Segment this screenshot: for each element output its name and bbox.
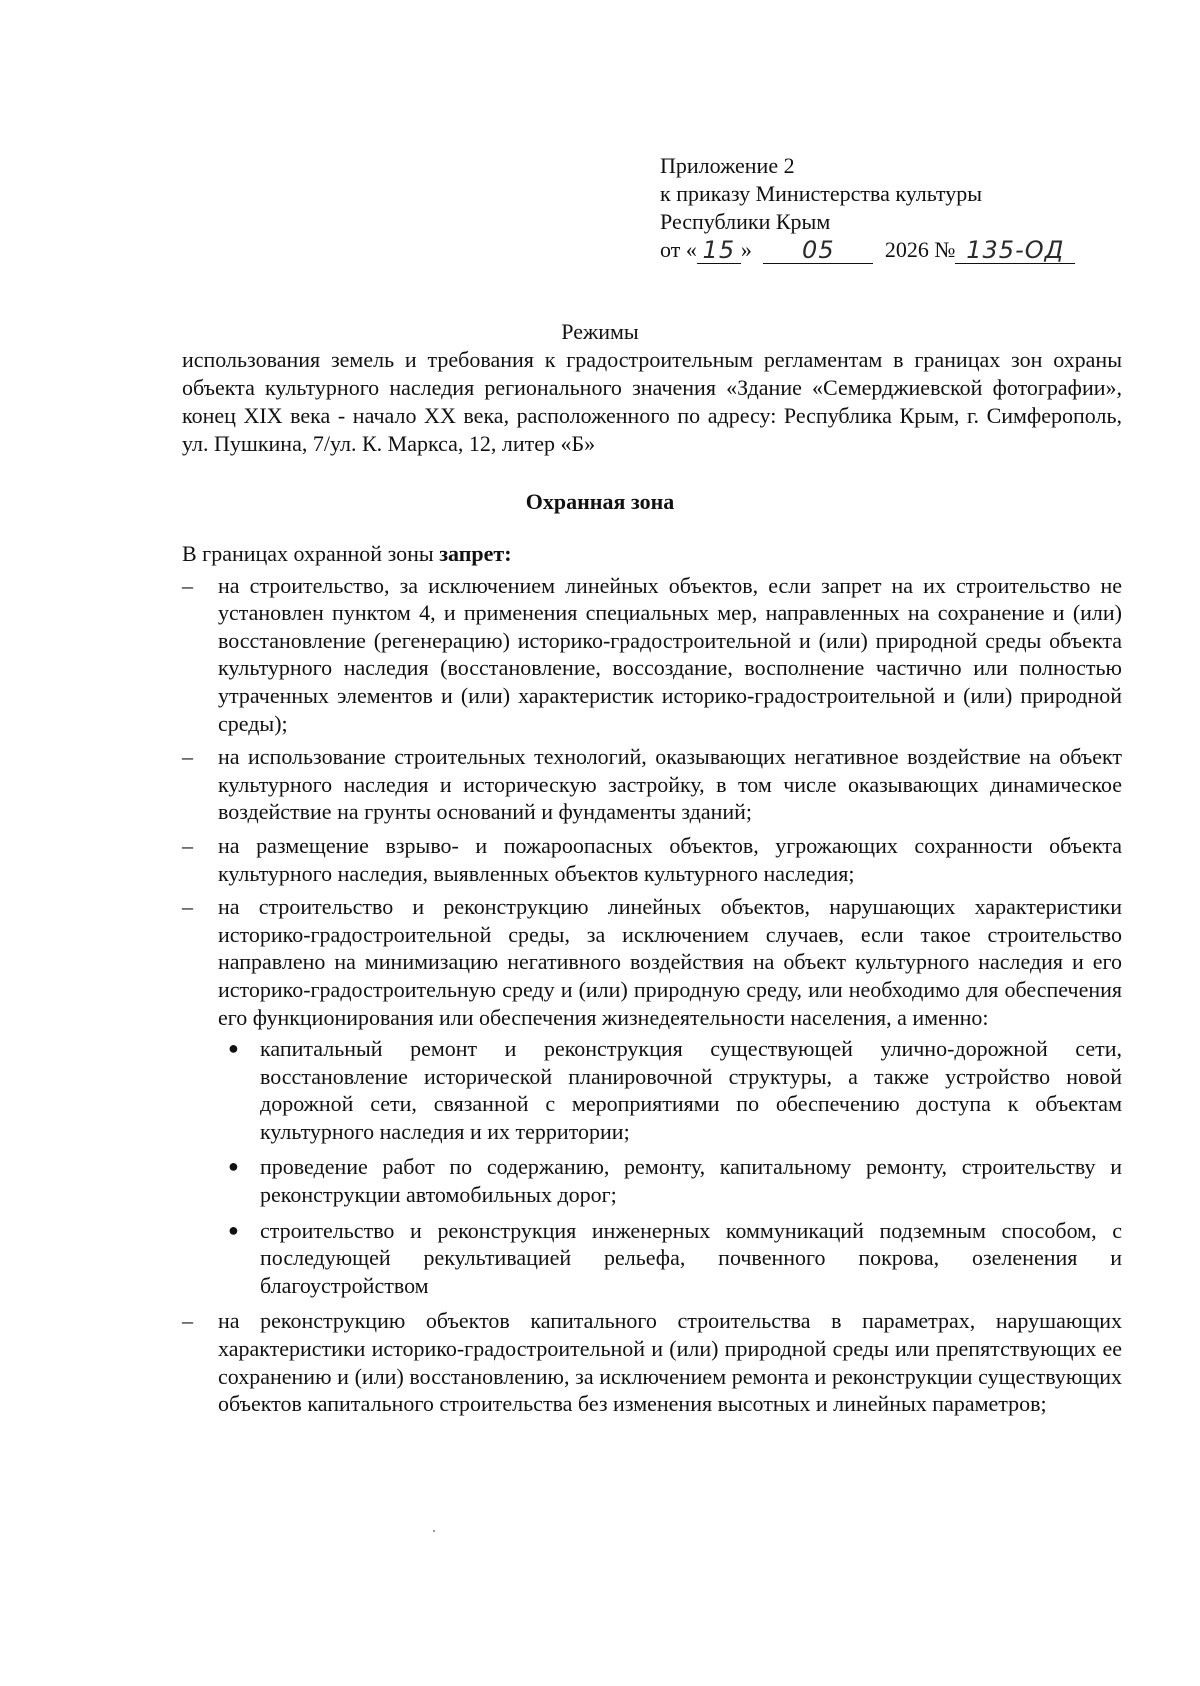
intro-paragraph (182, 540, 1122, 568)
sub-list-item (218, 1153, 1122, 1208)
date-year: 2026 № (884, 237, 956, 262)
sub-list-item-text: проведение работ по содержанию, ремонту, капитальному ремонту, строительству и реконструкции автомобильных дорог; (260, 1154, 1122, 1208)
dash-marker: – (182, 832, 193, 858)
document-subtitle: использования земель и требования к градостроительным регламентам в границах зон охраны объекта культурного наследия регионального значения «Здание «Семерджиевской фотографии», конец XIX века - начало XX века, расположенного по адресу: Республика Крым, г. Симферополь, ул. Пушкина, 7/ул. К. Маркса, 12, литер «Б» (182, 347, 1122, 456)
list-item-text: на строительство и реконструкцию линейных объектов, нарушающих характеристики историко-градостроительной среды, за исключением случаев, если такое строительство направлено на минимизацию негативного воздействия на объект культурного наследия и его историко-градостроительную среду и (или) природную среду, или необходимо для обеспечения его функционирования или обеспечения жизнедеятельности населения, а именно: (218, 894, 1122, 1030)
sub-list-item (218, 1035, 1122, 1145)
date-month: 05 (763, 239, 873, 264)
bullet-marker: ● (228, 1038, 239, 1059)
appendix-header (660, 152, 1130, 264)
prohibition-list (182, 572, 1122, 1418)
list-item-text: на строительство, за исключением линейных объектов, если запрет на их строительство не установлен пунктом 4, и применения специальных мер, направленных на сохранение и (или) восстановление (регенерацию) историко-градостроительной и (или) природной среды объекта культурного наследия (восстановление, воссоздание, восполнение частично или полностью утраченных элементов и (или) характеристик историко-градостроительной и (или) природной среды); (218, 572, 1122, 736)
appendix-line-1: Приложение 2 (660, 153, 795, 178)
list-item (182, 893, 1122, 1299)
intro-bold: запрет: (439, 541, 512, 566)
dash-marker: – (182, 572, 193, 598)
document-body (182, 540, 1122, 1424)
list-item (182, 572, 1122, 738)
intro-text: В границах охранной зоны (182, 541, 440, 566)
date-mid: » (740, 237, 752, 262)
bullet-marker: ● (228, 1219, 239, 1240)
list-item (182, 743, 1122, 826)
appendix-line-2: к приказу Министерства культуры (660, 181, 983, 206)
bullet-marker: ● (228, 1156, 239, 1177)
date-prefix: от « (660, 237, 697, 262)
order-date-line (660, 236, 1130, 264)
sub-list-item-text: строительство и реконструкция инженерных коммуникаций подземным способом, с последующей рекультивацией рельефа, почвенного покрова, озеленения и благоустройством (260, 1217, 1122, 1298)
document-title: Режимы (561, 319, 639, 344)
section-title: Охранная зона (525, 489, 675, 514)
appendix-line-3: Республики Крым (660, 209, 831, 234)
list-item (182, 1307, 1122, 1417)
order-number: 135-ОД (955, 239, 1075, 264)
sub-list-item-text: капитальный ремонт и реконструкция существующей улично-дорожной сети, восстановление исторической планировочной структуры, а также устройство новой дорожной сети, связанной с мероприятиями по обеспечению доступа к объектам культурного наследия и их территории; (260, 1036, 1122, 1144)
list-item-text: на размещение взрыво- и пожароопасных объектов, угрожающих сохранности объекта культурного наследия, выявленных объектов культурного наследия; (218, 832, 1122, 886)
sub-list (218, 1035, 1122, 1299)
sub-list-item (218, 1217, 1122, 1300)
list-item-text: на использование строительных технологий, оказывающих негативное воздействие на объект культурного наследия и историческую застройку, в том числе оказывающих динамическое воздействие на грунты оснований и фундаменты зданий; (218, 744, 1122, 825)
scan-speck (433, 1530, 435, 1532)
date-day: 15 (697, 239, 741, 264)
list-item-text: на реконструкцию объектов капитального строительства в параметрах, нарушающих характеристики историко-градостроительной и (или) природной среды или препятствующих ее сохранению и (или) восстановлению, за исключением ремонта и реконструкции существующих объектов капитального строительства без изменения высотных и линейных параметров; (218, 1308, 1122, 1417)
dash-marker: – (182, 894, 193, 920)
list-item (182, 832, 1122, 887)
dash-marker: – (182, 1308, 193, 1334)
dash-marker: – (182, 744, 193, 770)
